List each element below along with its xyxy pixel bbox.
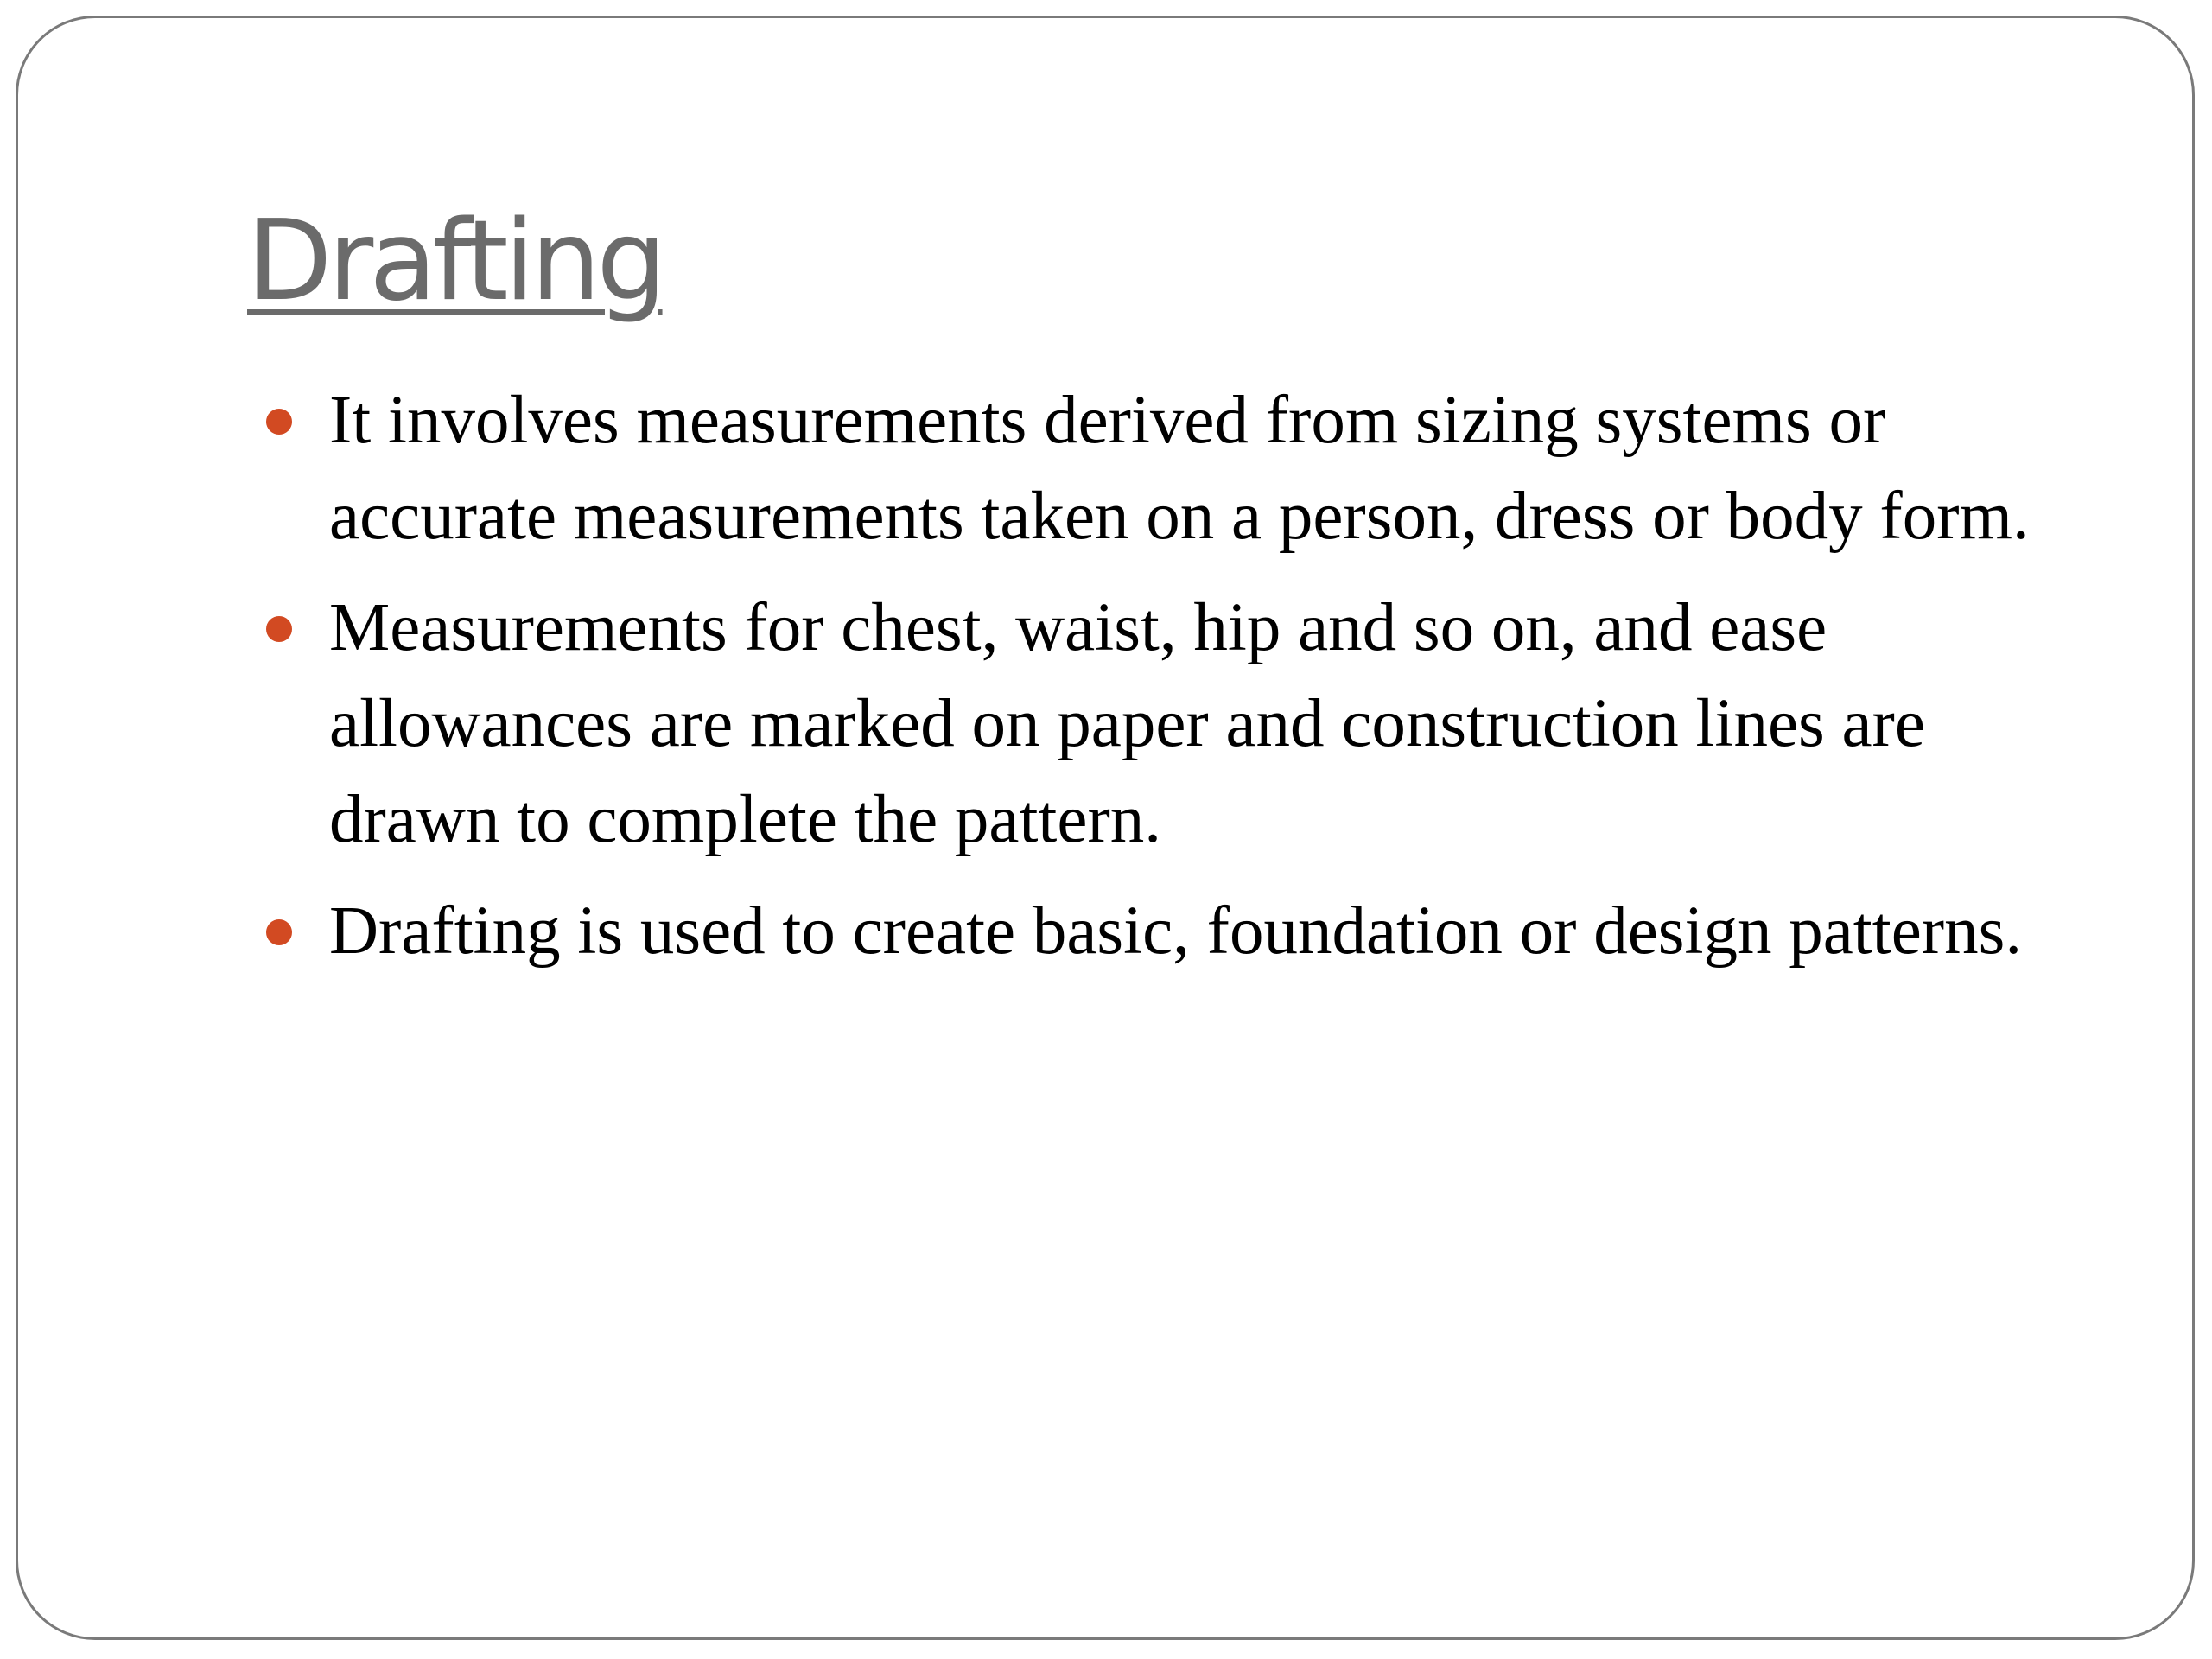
bullet-dot-icon	[266, 409, 292, 435]
bullet-item	[247, 883, 2044, 979]
bullet-dot-icon	[266, 919, 292, 945]
slide	[16, 16, 2195, 1640]
bullet-item	[247, 372, 2044, 564]
bullet-text: Measurements for chest, waist, hip and so on, and ease allowances are marked on paper and construction lines are drawn to complete the pattern.	[329, 590, 1925, 857]
bullet-text: Drafting is used to create basic, foundation or design patterns.	[329, 893, 2023, 969]
bullet-text: It involves measurements derived from sizing systems or accurate measurements taken on a person, dress or body form.	[329, 383, 2030, 554]
bullet-item	[247, 580, 2044, 868]
bullet-list	[247, 372, 2044, 995]
slide-title: Drafting	[247, 197, 663, 326]
bullet-dot-icon	[266, 616, 292, 642]
